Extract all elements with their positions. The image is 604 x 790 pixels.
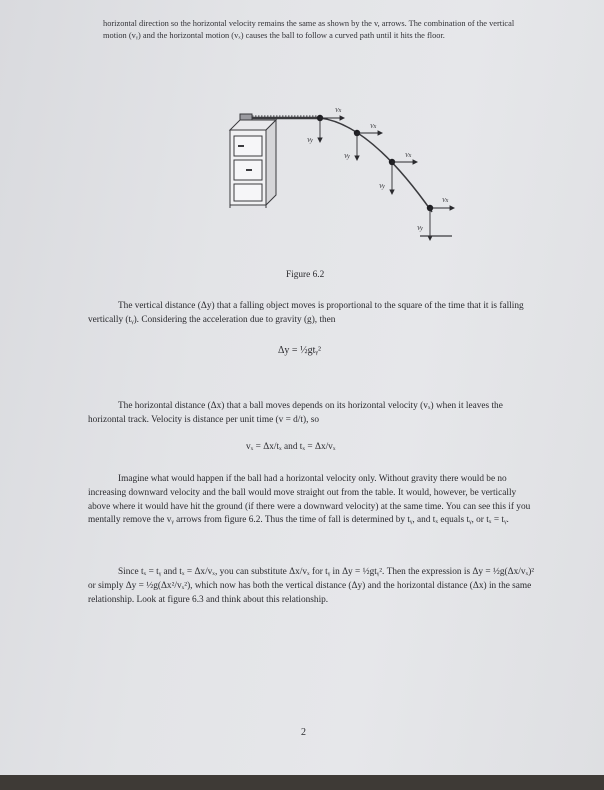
page-number: 2 — [301, 727, 306, 738]
intro-paragraph: horizontal direction so the horizontal velocity remains the same as shown by the v, arrows. The combination of the vertical motion (vᵧ) and the horizontal motion (vₓ) causes the ball to follow a curved path until it hits the floor. — [103, 19, 515, 40]
substitution-paragraph: Since tₓ = tᵧ and tₓ = Δx/vₓ, you can substitute Δx/vₓ for tᵧ in Δy = ½gtᵧ². Then the expression is Δy = ½g(Δx/vₓ)² or simply Δy = ½g(Δx²/vₓ²), which now has both the vertical distance (Δy) and the horizontal distance (Δx) in the same relationship. Look at figure 6.3 and think about this relationship. — [88, 567, 535, 605]
background-surface — [0, 775, 604, 790]
horizontal-track — [240, 114, 320, 120]
trajectory-path — [320, 118, 432, 212]
figure-caption: Figure 6.2 — [286, 270, 325, 280]
label-vy-1: Vy — [307, 138, 313, 144]
label-vy-2: Vy — [344, 154, 350, 160]
equation-horizontal-velocity: vₓ = Δx/tₓ and tₓ = Δx/vₓ — [246, 442, 336, 452]
label-vy-4: Vy — [417, 226, 423, 232]
vertical-distance-paragraph: The vertical distance (Δy) that a falling object moves is proportional to the square of the time that it is falling vertically (tᵧ). Considering the acceleration due to gravity (g), then — [88, 301, 524, 325]
label-vx-3: Vx — [405, 153, 412, 159]
label-vy-3: Vy — [379, 184, 385, 190]
horizontal-distance-paragraph: The horizontal distance (Δx) that a ball moves depends on its horizontal velocity (vₓ) when it leaves the horizontal track. Velocity is distance per unit time (v = d/t), so — [88, 401, 503, 425]
label-vx-2: Vx — [370, 124, 377, 130]
label-vx-4: Vx — [442, 198, 449, 204]
equation-vertical-distance: Δy = ½gtᵧ² — [278, 345, 321, 356]
imagine-paragraph: Imagine what would happen if the ball had a horizontal velocity only. Without gravity there would be no increasing downward velocity and the ball would move straight out from the table. It would, however, be vertically above where it would have hit the ground (if there were a downward velocity) at the same time. You can see this if you mentally remove the vᵧ arrows from figure 6.2. Thus the time of fall is determined by tᵧ, and tₓ equals tᵧ, or tₓ = tᵧ. — [88, 474, 531, 526]
table-cabinet — [230, 120, 276, 208]
projectile-figure — [220, 100, 460, 250]
label-vx-1: Vx — [335, 108, 342, 114]
